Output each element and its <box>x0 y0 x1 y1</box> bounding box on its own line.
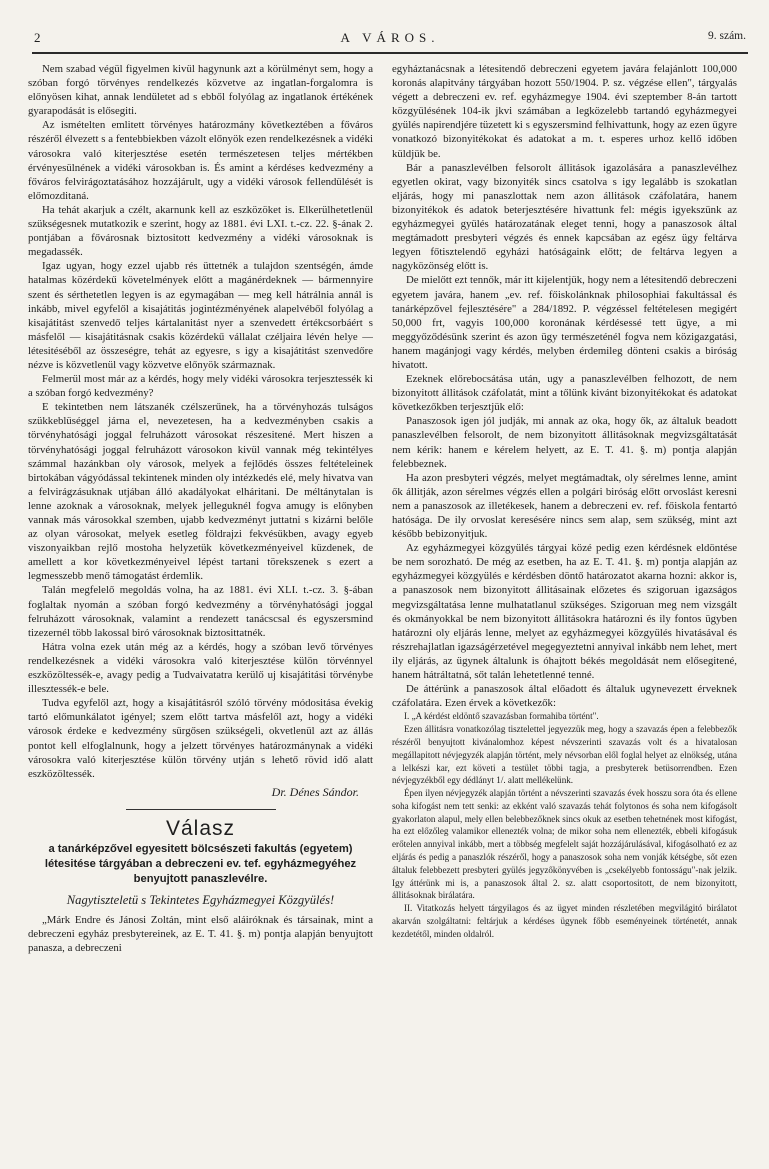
left-paragraph-3: Ha tehát akarjuk a czélt, akarnunk kell az eszközöket is. Elkerülhetetlenül szükségesnek mutatkozik e szerint, hogy az 1881. évi LXI. t.-cz. 22. §-ának 2. pontjában a fővárosnak biztositott kedvezmény a vidéki városoknak is megadassék. <box>28 203 373 259</box>
answer-subtitle: a tanárképzővel egyesitett bölcsészeti fakultás (egyetem) létesitése tárgyában a debreczeni ev. tef. egyházmegyéhez benyujtott panaszlevélre. <box>44 842 357 885</box>
left-paragraph-7: Talán megfelelő megoldás volna, ha az 1881. évi XLI. t.-cz. 3. §-ában foglaltak nyomán a szóban forgó kedvezmény a törvényhatósági joggal felruházott városoknak, valamint a rendezett tanácscsal és egyszersmind tizezernél több lakossal biró városoknak biztosittatnék. <box>28 584 373 639</box>
small-paragraph-3: Épen ilyen névjegyzék alapján történt a névszerinti szavazás évek hosszu sora óta és ellene soha kifogást nem tett senki: az ekként való szavazás tehát folytonos és soha nem kifogásolt gyakorlaton alapul, mely ellen belebbezőknek sincs okuk az esetben tehetnének most kifogást, ha ezt előzőleg valamikor ellenezték volna; de mikor soha nem ellenezték, ebbeli kifogásuk erőtelen annyival inkább, mert a többség megfelelt saját hozzájárulásával, kifogásolható ez az eljárás és pedig a panaszlók részéről, hogy a panaszosok soha nem vonják kétségbe, sőt ezen általuk felebbezett presbyteri gyülés jegyzőkönyvében is „csekélyebb fontosságu"-nak jelzik. Igy áttérünk mi is, a panaszosok által 2. sz. alatt csoportositott, de nem bizonyitott, állitásoknak birálatára. <box>392 788 737 901</box>
right-paragraph-2: Bár a panaszlevélben felsorolt állitások igazolására a panaszlevélhez egyetlen okirat, vagy bizonyiték sincs csatolva s igy legalább is szokatlan eljárás, hogy mi panaszlottak nem azon állitások czáfolatára, hanem bizonyitékok és adatok beterjesztésére hivattunk fel: mégis igyekszünk az egyházmegyei gyülés határozatának eleget tenni, hogy a panaszosok által megtámadott presbyteri végzés és ennek kapcsában az egész ügy feltárva legyen főtisztelendő egyházi hatóságaink előtt; de feltárva legyen a nagyközönség előtt is. <box>392 161 737 273</box>
page-header <box>34 30 746 48</box>
publication-title: A VÁROS. <box>340 30 440 45</box>
right-paragraph-4: Ezeknek előrebocsátása után, ugy a panaszlevélben felhozott, de nem bizonyitott állitások czáfolatát, mint a tőlünk kivánt bizonyitékokat és adatokat következőkben terjesztjük elő: <box>392 373 737 414</box>
right-paragraph-8: De áttérünk a panaszosok által előadott és általuk ugynevezett érveknek czáfolatára. Ezen érvek a következők: <box>392 683 737 710</box>
left-paragraph-8: Hátra volna ezek után még az a kérdés, hogy a szóban levő törvényes rendelkezésnek a vidéki városokra való kiterjesztése külön törvénnyel eszközöltessék-e, avagy pedig a Tudvaivatatra kerülő uj kisajátitási törvénybe illesztessék-e bele. <box>28 640 373 696</box>
right-paragraph-6: Ha azon presbyteri végzés, melyet megtámadtak, oly sérelmes lenne, amint ők állitják, azon sérelmes végzés ellen a polgári biróság előtt orvoslást keresni nem a panaszosok az illetékesek, hanem a debreczeni ev. ref. főiskola fentartó hatósága. De ily orvoslat keresésére nincs sem alap, sem szükség, mint azt később bebizonyitjuk. <box>392 471 737 541</box>
right-paragraph-1: egyháztanácsnak a létesitendő debreczeni egyetem javára felajánlott 100,000 koronás alapitvány tárgyában hozott 550/1904. P. sz. végzése ellen", tárgyalás végett a debreczeni ev. ref. egyházmegye 1904. évi szeptember 8-án tartott közgyülésének 104-ik jkvi számában a legközelebb tartandó egyházmegyei gyülés napirendjére tüzetett ki s egyszersmind felhivattunk, hogy az ezen ügyre vonatkozó bizonyitékokat és adatokat a m. t. esperes urhoz kellő időben küldjük be. <box>392 63 737 160</box>
left-paragraph-1: Nem szabad végül figyelmen kivül hagynunk azt a körülményt sem, hogy a szóban forgó törvényes rendelkezés közvetve az ingatlan-forgalomra is előnyösen kihat, annak lendületet ad s ebből folyólag az ingatlanok értékének gyarapodását is elősegiti. <box>28 63 373 118</box>
left-paragraph-9: Tudva egyfelől azt, hogy a kisajátitásról szóló törvény módositása évekig tartó előmunkálatot igényel; szem előtt tartva másfelől azt, hogy a vidéki városok érdeke e kedvezmény sürgősen szükségeli, okvetlenül azt az állás pontot kell elfoglalnunk, hogy a jelzett törvényes határozmánynak a vidéki városokra való kiterjesztése külön törvény utján s lehető rövid idő alatt eszközöltessék. <box>28 697 373 780</box>
header-rule <box>32 52 748 54</box>
left-paragraph-2: Az ismételten emlitett törvényes határozmány következtében a főváros részéről élvezett s a fentebbiekben vázolt előnyök ezen rendelkezésnek a vidéki városokra való kiterjesztése esetén természetesen teljes mértékben érvényesülnének a vidéki városokban is. És amint a kérdéses kedvezmény a főváros felvirágoztatásához hozzájárult, ugy a vidéki városok fellendülését is előmozditaná. <box>28 119 373 202</box>
address-line: Nagytiszteletü s Tekintetes Egyházmegyei Közgyülés! <box>66 892 335 907</box>
left-paragraph-5: Felmerül most már az a kérdés, hogy mely vidéki városokra terjesztessék ki a szóban forgó kedvezmény? <box>28 373 373 400</box>
article-separator <box>126 809 276 810</box>
issue-number: 9. szám. <box>707 30 746 42</box>
right-paragraph-7: Az egyházmegyei közgyülés tárgyai közé pedig ezen kérdésnek eldöntése be nem sorozható. De még az esetben, ha az E. T. 41. §. m) pontja alapján az egyházmegyei közgyülés e kérdésben döntő határozatot akarna hozni: akkor is, a panaszosok nem bizonyitott állitásainak előzetes és szigoruan igazságos megvizsgáltatása lenne mulhatatlanul szükséges. Szigoruan meg nem vizsgált és okmányokkal be nem bizonyitott állitásokra határozni és ily fontos ügyben határozni oly eljárás lenne, melyet az egyházmegyei közgyülés hivatásával és részrehajlatlan igazságérzetével megegyeztetni annyival inkább nem lehet, mert ily eljárás, az ügynek általunk is óhajtott békés megoldását nem elősegitené, hanem hátráltatná, sőt talán lehetetlenné tenné. <box>392 542 737 682</box>
right-column <box>392 62 737 1152</box>
author-signature: Dr. Dénes Sándor. <box>271 784 359 799</box>
right-paragraph-5: Panaszosok igen jól judják, mi annak az oka, hogy ők, az általuk beadott panaszlevélben felsorolt, de nem bizonyitott állitásoknak megvizsgáltatását nem kérik: hanem e kérelem helyett, az E. T. 41. §. m) pontja alapján felebbeznek. <box>392 415 737 470</box>
answer-title: Válasz <box>165 816 236 840</box>
small-paragraph-4: II. Vitatkozás helyett tárgyilagos és az ügyet minden részletében megvilágitó birálatot akarván szolgáltatni: feltárjuk a kérdéses ügynek főbb eseményeinek történetét, annak kezdetétől, minden oldalról. <box>392 903 737 939</box>
left-paragraph-4: Igaz ugyan, hogy ezzel ujabb rés üttetnék a tulajdon szentségén, ámde hatalmas közérdekű követelmények előtt a magánérdeknek — bármennyire szent és sérthetetlen legyen is az egymagában — meg kell hátrálnia annál is inkább, mivel egyfelől a kisajátitás jogintézményének alapelvéből folyólag a kisajátitást szenvedő teljes kártalanitást nyer a szenvedett értékcsorbáért s másfelől — kisajátitásnak csakis közérdekű vállalat czéljaira lévén helye — létesitéséből az összeségre, tehát az egyesre, s igy a kisajátitást szenvedőre nézve is közvetlenül vagy közvetve előnyök származnak. <box>28 260 373 371</box>
left-paragraph-6: E tekintetben nem látszanék czélszerűnek, ha a törvényhozás tulságos szükkeblüséggel járna el, nevezetesen, ha a kedvezményben csakis a törvényhatósági joggal felruházott városokat részesitené. Mert hiszen a törvényhatósági joggal felruházott városokon kivül vannak még tekintélyes számmal hazánkban oly városok, melyek a fejlődés összes feltételeinek birtokában vágyódással tekintenek minden oly intézkedés elé, mely hivatva van a felvirágzásuknak utjában álló akadályokat elháritani. De méltánytalan is lenne azoknak a városoknak, melyek jelleguknél fogva amugy is előnyben vannak más városokkal szemben, ujabb kedvezményt juttatni s kizárni belőle az olyan városokat, melyek esetleg földrajzi fekvésükben, avagy egyeb viszonyaikban rejlő mostoha helyzetük következményeivel küzdenek, de amellett a kor következményeivel lépést tartani törekszenek s ezert a legmesszebb menő támogatást érdemlik. <box>28 401 373 583</box>
small-paragraph-1: I. „A kérdést eldöntő szavazásban formahiba történt". <box>404 711 599 722</box>
small-print-section <box>392 710 737 940</box>
right-paragraph-3: De mielőtt ezt tennők, már itt kijelentjük, hogy nem a létesitendő debreczeni egyetem javára, hanem „ev. ref. főiskolánknak philosophiai fakultással és tanárképzővel fejlesztésére" a 284/1892. P. végzéssel feltételesen megigért 50,000 frt, vagyis 100,000 koronának kérdésessé tett ügye, a mi meggyőződésünk szerint és azon ügy természeténél fogva nem közigazgatási, hanem magánjogi vagy kérdés, melyben érdemileg dönteni csakis a biróság hivatott. <box>392 274 737 371</box>
left-column <box>28 62 373 1102</box>
left-final-paragraph: „Márk Endre és Jánosi Zoltán, mint első aláiróknak és társainak, mint a debreczeni egyház presbytereinek, az E. T. 41. §. m) pontja alapján benyujtott panasza, a debreczeni <box>28 914 373 955</box>
small-paragraph-2: Ezen állitásra vonatkozólag tisztelettel jegyezzük meg, hogy a szavazás épen a felebbezők részéről benyujtott kivánalomhoz képest névszerinti szavazás volt és a hivatalosan megállapitott névjegyzék alapján történt, mely névsorban elől foglal helyet az elnökség, utána a lelkészi kar, ezt követi a testület többi tagja, a presbyterek betüsorrendben. Ezen névjegyzékből egy dédlányt 1/. alatt mellékelünk. <box>392 724 737 786</box>
page-number: 2 <box>34 30 41 45</box>
